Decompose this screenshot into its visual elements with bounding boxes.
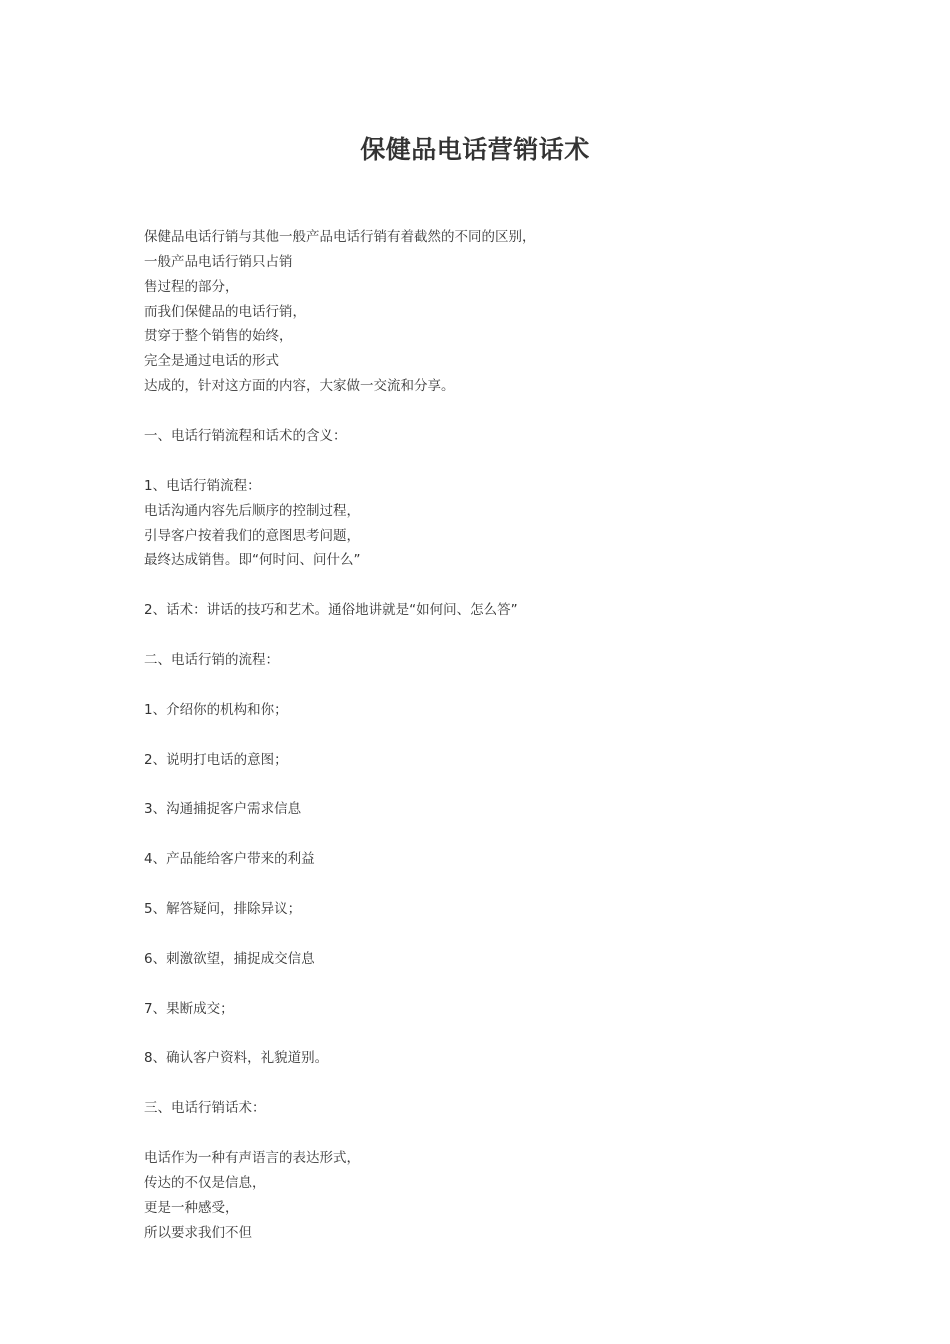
text-line: 2、话术：讲话的技巧和艺术。通俗地讲就是“如何问、怎么答” xyxy=(144,602,518,619)
blank-line xyxy=(144,623,824,648)
text-line: 1、电话行销流程： xyxy=(144,477,261,494)
blank-line xyxy=(144,200,824,225)
document-title: 保健品电话营销话术 xyxy=(360,135,590,164)
blank-line xyxy=(144,673,824,698)
text-line: 传达的不仅是信息， xyxy=(144,1174,266,1191)
document-body xyxy=(144,200,824,1245)
blank-line xyxy=(144,1121,824,1146)
blank-line xyxy=(144,822,824,847)
text-line: 一、电话行销流程和话术的含义： xyxy=(144,428,347,445)
text-line: 8、确认客户资料，礼貌道别。 xyxy=(144,1050,329,1067)
text-line: 更是一种感受， xyxy=(144,1199,239,1216)
text-line: 保健品电话行销与其他一般产品电话行销有着截然的不同的区别， xyxy=(144,228,536,245)
blank-line xyxy=(144,399,824,424)
blank-line xyxy=(144,723,824,748)
text-line: 电话作为一种有声语言的表达形式， xyxy=(144,1149,360,1166)
blank-line xyxy=(144,922,824,947)
text-line: 一般产品电话行销只占销 xyxy=(144,253,293,270)
text-line: 完全是通过电话的形式 xyxy=(144,353,279,370)
text-line: 达成的，针对这方面的内容，大家做一交流和分享。 xyxy=(144,378,455,395)
blank-line xyxy=(144,772,824,797)
blank-line xyxy=(144,972,824,997)
text-line: 贯穿于整个销售的始终， xyxy=(144,328,293,345)
blank-line xyxy=(144,1021,824,1046)
text-line: 6、刺激欲望，捕捉成交信息 xyxy=(144,950,315,967)
text-line: 最终达成销售。即“何时问、问什么” xyxy=(144,552,361,569)
blank-line xyxy=(144,872,824,897)
text-line: 二、电话行销的流程： xyxy=(144,652,279,669)
text-line: 3、沟通捕捉客户需求信息 xyxy=(144,801,302,818)
text-line: 售过程的部分， xyxy=(144,278,239,295)
text-line: 5、解答疑问，排除异议； xyxy=(144,900,302,917)
blank-line xyxy=(144,449,824,474)
text-line: 所以要求我们不但 xyxy=(144,1224,252,1241)
text-line: 2、说明打电话的意图； xyxy=(144,751,288,768)
blank-line xyxy=(144,573,824,598)
blank-line xyxy=(144,1071,824,1096)
text-line: 而我们保健品的电话行销， xyxy=(144,303,306,320)
text-line: 三、电话行销话术： xyxy=(144,1100,266,1117)
text-line: 4、产品能给客户带来的利益 xyxy=(144,851,315,868)
text-line: 1、介绍你的机构和你； xyxy=(144,701,288,718)
text-line: 7、果断成交； xyxy=(144,1000,234,1017)
text-line: 电话沟通内容先后顺序的控制过程， xyxy=(144,502,360,519)
text-line: 引导客户按着我们的意图思考问题， xyxy=(144,527,360,544)
